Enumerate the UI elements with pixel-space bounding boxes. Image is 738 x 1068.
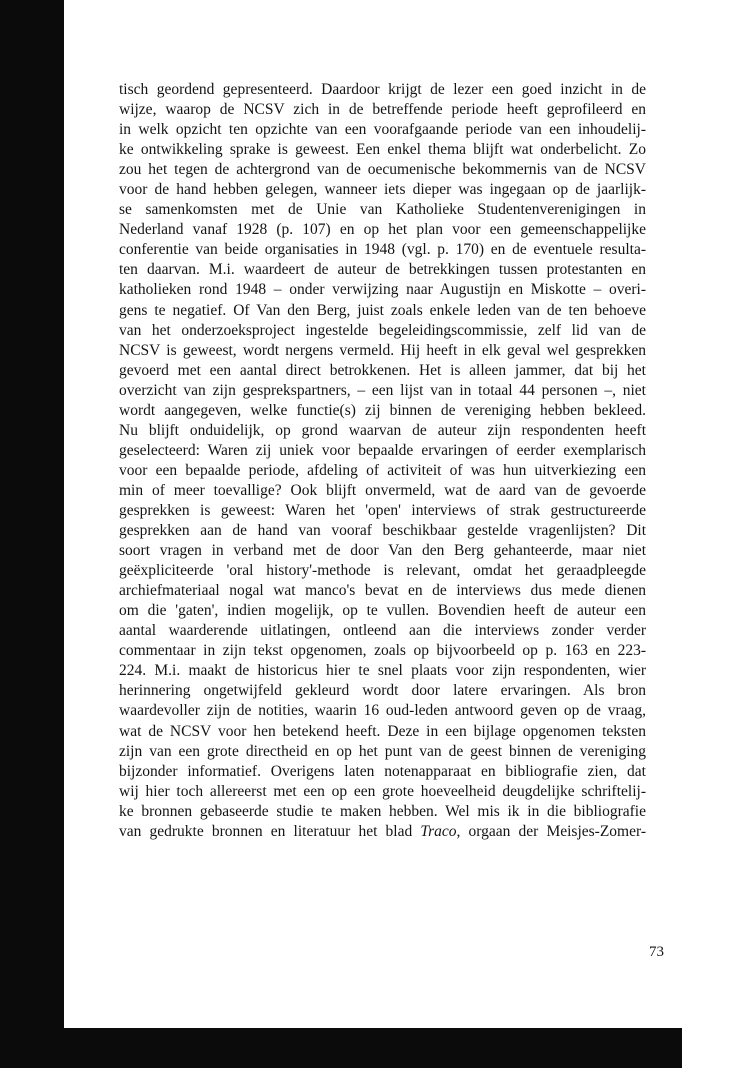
text-line: Nu blijft onduidelijk, op grond waarvan de auteur zijn respondenten heeft (119, 421, 646, 439)
text-line: wat de NCSV voor hen betekend heeft. Deze in een bijlage opgenomen teksten (119, 722, 646, 740)
text-line: commentaar in zijn tekst opgenomen, zoals op bijvoorbeeld op p. 163 en 223- (119, 642, 646, 660)
text-line: ke ontwikkeling sprake is geweest. Een enkel thema blijft wat onderbelicht. Zo (119, 141, 646, 159)
text-line: ke bronnen gebaseerde studie te maken hebben. Wel mis ik in die bibliografie (119, 802, 646, 820)
text-line: wijze, waarop de NCSV zich in de betreffende periode heeft geprofileerd en (119, 101, 646, 119)
text-line: se samenkomsten met de Unie van Katholieke Studentenverenigingen in (119, 201, 646, 219)
journal-title: Traco (420, 822, 457, 840)
text-line: min of meer toevallige? Ook blijft onvermeld, wat de aard van de gevoerde (119, 481, 646, 499)
text-line: gesprekken is geweest: Waren het 'open' interviews of strak gestructureerde (119, 501, 646, 519)
text-line: voor een bepaalde periode, afdeling of activiteit of was hun uitverkiezing een (119, 461, 646, 479)
text-line: conferentie van beide organisaties in 1948 (vgl. p. 170) en de eventuele resulta- (119, 241, 646, 259)
text-line: 224. M.i. maakt de historicus hier te snel plaats voor zijn respondenten, wier (119, 662, 646, 680)
text-line: gevoerd met een aantal direct betrokkenen. Het is alleen jammer, dat bij het (119, 361, 646, 379)
text-line: ten daarvan. M.i. waardeert de auteur de betrekkingen tussen protestanten en (119, 261, 646, 279)
body-text (119, 80, 646, 842)
text-line: in welk opzicht ten opzichte van een voorafgaande periode van een inhoudelij- (119, 121, 646, 139)
text-line: van het onderzoeksproject ingestelde begeleidingscommissie, zelf lid van de (119, 321, 646, 339)
text-line: soort vragen in verband met de door Van den Berg gehanteerde, maar niet (119, 542, 646, 560)
text-line: wordt aangegeven, welke functie(s) zij binnen de vereniging hebben bekleed. (119, 401, 646, 419)
text-line: gesprekken aan de hand van vooraf beschikbaar gestelde vragenlijsten? Dit (119, 522, 646, 540)
text-line: zijn van een grote directheid en op het punt van de geest binnen de vereniging (119, 742, 646, 760)
text-line: van gedrukte bronnen en literatuur het blad Traco, orgaan der Meisjes-Zomer- (119, 822, 646, 840)
text-line: tisch geordend gepresenteerd. Daardoor krijgt de lezer een goed inzicht in de (119, 81, 646, 98)
text-line: NCSV is geweest, wordt nergens vermeld. Hij heeft in elk geval wel gesprekken (119, 341, 646, 359)
text-line: Nederland vanaf 1928 (p. 107) en op het plan voor een gemeenschappelijke (119, 221, 646, 239)
text-line: bijzonder informatief. Overigens laten notenapparaat en bibliografie zien, dat (119, 762, 646, 780)
text-line: geëxpliciteerde 'oral history'-methode is relevant, omdat het geraadpleegde (119, 562, 646, 580)
text-line: overzicht van zijn gesprekspartners, – een lijst van in totaal 44 personen –, niet (119, 381, 646, 399)
text-line: zou het tegen de achtergrond van de oecumenische bekommernis van de NCSV (119, 161, 646, 179)
text-line: geselecteerd: Waren zij uniek voor bepaalde ervaringen of eerder exemplarisch (119, 441, 646, 459)
text-line: aantal waarderende uitlatingen, ontleend aan die interviews zonder verder (119, 622, 646, 640)
text-line: voor de hand hebben gelegen, wanneer iets dieper was ingegaan op de jaarlijk- (119, 181, 646, 199)
text-line: waardevoller zijn de notities, waarin 16 oud-leden antwoord geven op de vraag, (119, 702, 646, 720)
text-line: katholieken rond 1948 – onder verwijzing naar Augustijn en Miskotte – overi- (119, 281, 646, 299)
text-line: gens te negatief. Of Van den Berg, juist zoals enkele leden van de ten behoeve (119, 301, 646, 319)
text-line: om die 'gaten', indien mogelijk, op te vullen. Bovendien heeft de auteur een (119, 602, 646, 620)
page-number: 73 (649, 944, 664, 960)
book-page (64, 0, 738, 1028)
text-line: archiefmateriaal nogal wat manco's bevat en de interviews dus mede dienen (119, 582, 646, 600)
text-line: herinnering ongetwijfeld gekleurd wordt door latere ervaringen. Als bron (119, 682, 646, 700)
scan-border-left (0, 0, 64, 1068)
text-line: wij hier toch allereerst met een op een grote hoeveelheid deugdelijke schriftelij- (119, 782, 646, 800)
scan-border-bottom (0, 1028, 682, 1068)
